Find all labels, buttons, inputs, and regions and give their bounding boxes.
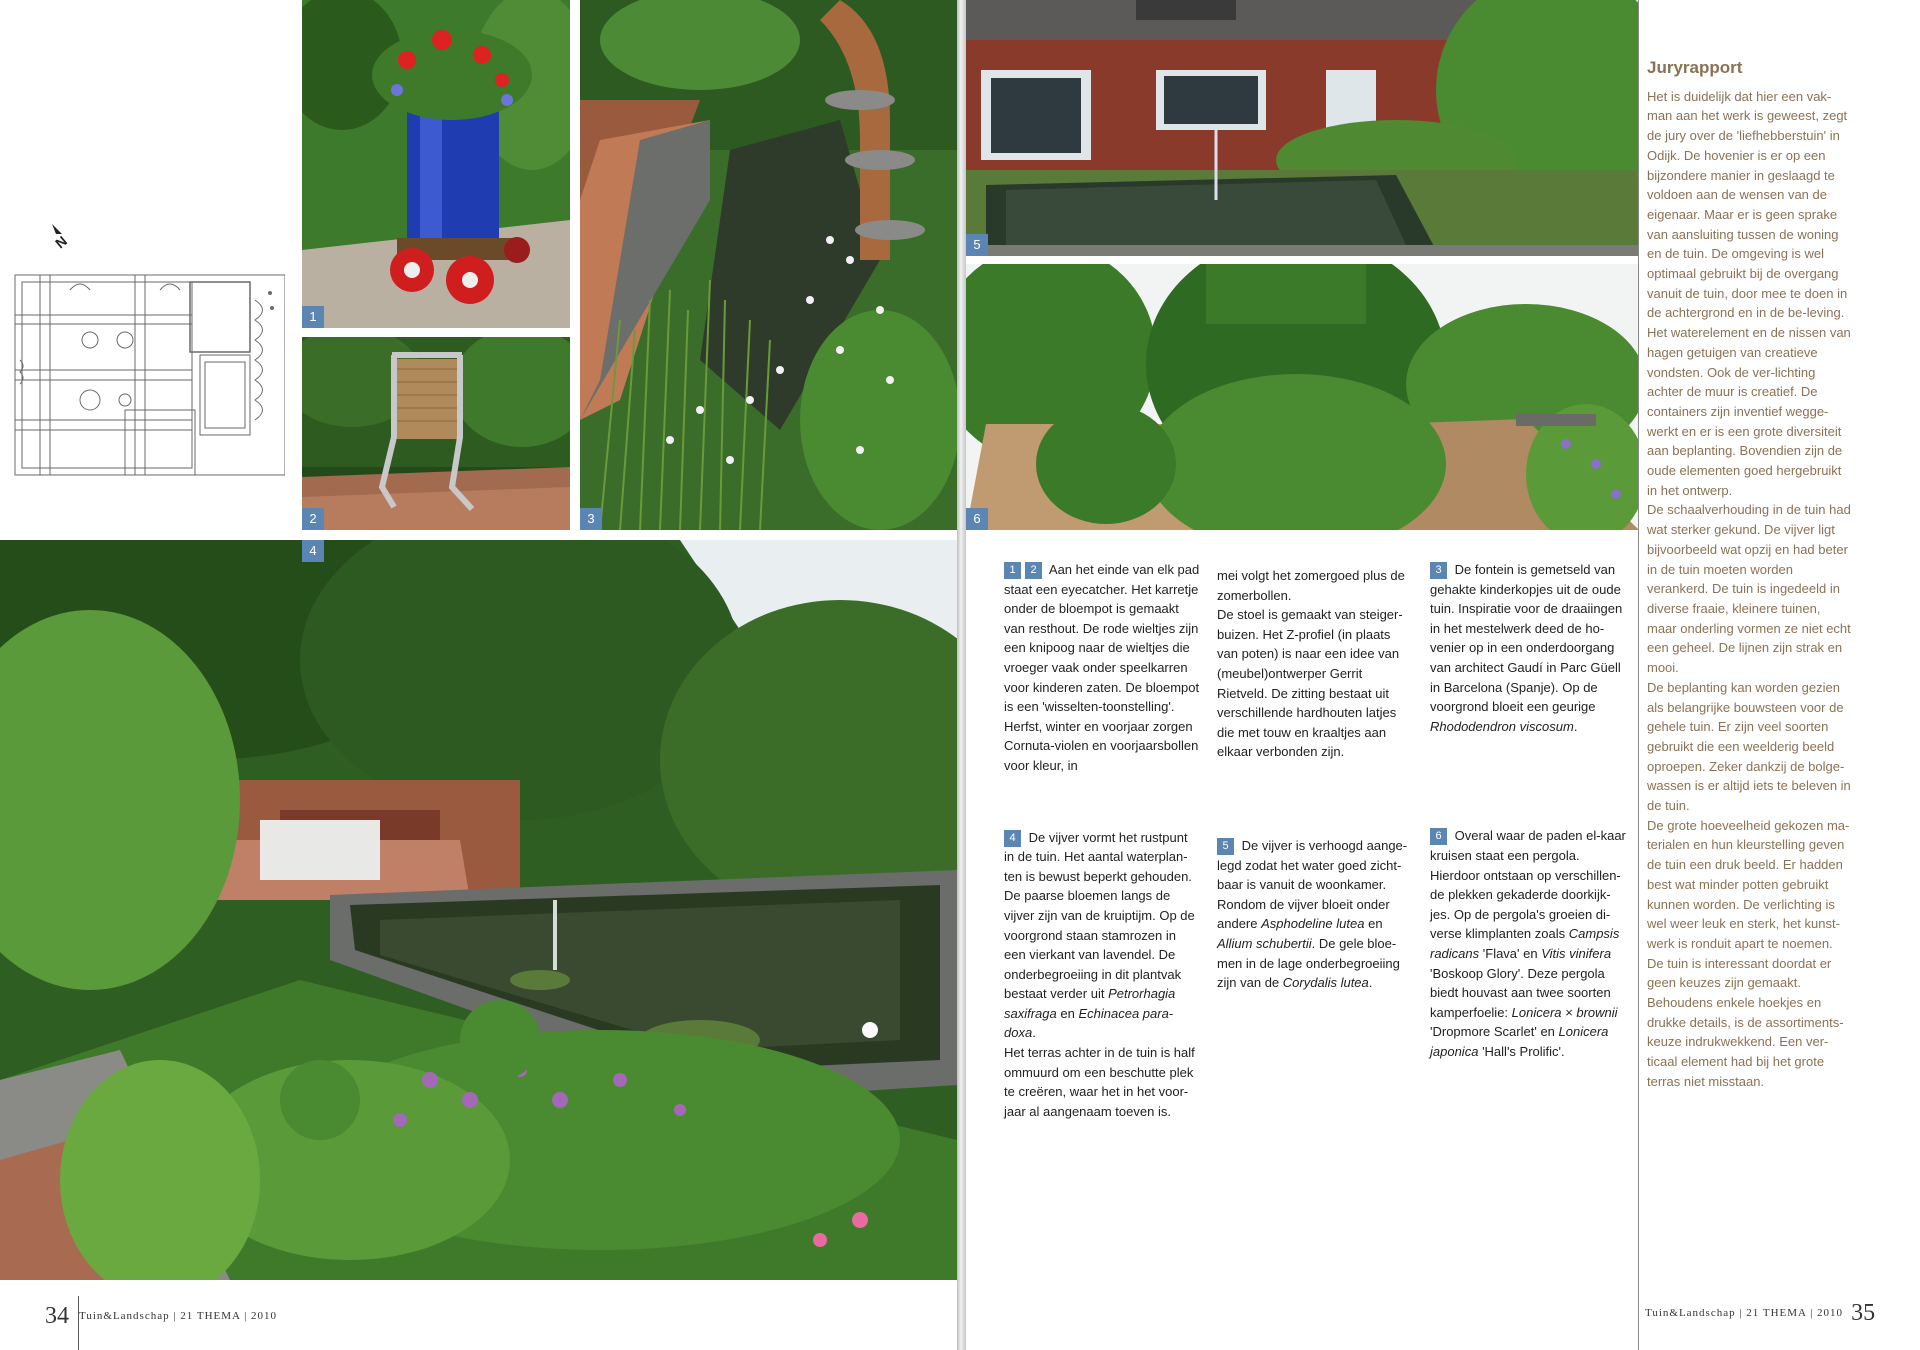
left-footer-rule [78,1296,79,1350]
caption-column-1 [1004,560,1200,1121]
caption-1-2-continued: mei volgt het zomergoed plus de zomerbollen. [1217,568,1405,603]
caption-4: 4 De vijver vormt het rustpunt in de tuin. Het aantal waterplan-ten is bewust beperkt gehouden. De paarse bloemen langs de vijver zijn van de kruiptijm. Op de voorgrond staan stamrozen in een vierkant van lavendel. De onderbegroeiing in dit plantvak bestaat verder uit Petrorhagia saxifraga en Echinacea para-doxa. [1004,829,1195,1041]
jury-paragraph: De beplanting kan worden gezien als belangrijke bouwsteen voor de gehele tuin. Er zijn veel soorten gebruikt die een weelderig beeld oproepen. Zeker dankzij de bolge-wassen is er altijd iets te beleven in de tuin. [1647,679,1851,814]
photo-5-house-pond [966,0,1639,256]
photo-3-fountain [580,0,957,530]
caption-column-2 [1217,566,1413,993]
caption-number: 4 [1004,830,1021,847]
jury-paragraph: Het is duidelijk dat hier een vak-man aan het werk is geweest, zegt de jury over de 'liefhebberstuin' in Odijk. De hovenier is er op een bijzondere manier in geslaagd te voldoen aan de wensen van de eigenaar. Maar er is geen sprake van aansluiting tussen de woning en de tuin. De omgeving is wel optimaal gebruikt bij de overgang vanuit de tuin, door mee te doen in de achtergrond en in de be-leving. Het waterelement en de nissen van hagen getuigen van creatieve vondsten. Ook de ver-lichting achter de muur is creatief. De containers zijn inventief wegge-werkt en er is een grote diversiteit aan beplanting. Bovendien zijn de oude elementen goed hergebruikt in het ontwerp. [1647,88,1851,498]
page-number: 35 [1851,1300,1876,1326]
right-footer [1645,1300,1875,1327]
garden-plan-svg [10,260,285,480]
north-label: N [52,232,71,252]
jury-report-title: Juryrapport [1647,58,1743,77]
photo-number: 6 [966,508,988,530]
photo-number: 5 [966,234,988,256]
caption-number: 3 [1430,562,1447,579]
sidebar-divider [1638,0,1639,1350]
caption-chair: De stoel is gemaakt van steiger-buizen. Het Z-profiel (in plaats van poten) is naar een idee van (meubel)ontwerper Gerrit Rietveld. De zitting bestaat uit verschillende hardhouten latjes die met touw en kraaltjes aan elkaar verbonden zijn. [1217,607,1403,760]
caption-column-3 [1430,560,1626,1061]
caption-number: 5 [1217,838,1234,855]
photo-1-flower-pot-cart [302,0,570,328]
caption-1-2-text: Aan het einde van elk pad staat een eyecatcher. Het karretje onder de bloempot is gemaakt van resthout. De rode wieltjes zijn een knipoog naar de wieltjes die vroeger vaak onder speelkarren voor kinderen zaten. De bloempot is een 'wisselten-toonstelling'. Herfst, winter en voorjaar zorgen Cornuta-violen en voorjaarsbollen voor kleur, in [1004,562,1200,773]
photo-6-pergola-path [966,264,1639,530]
page-number: 34 [45,1303,69,1329]
jury-paragraph: De schaalverhouding in de tuin had wat sterker gekund. De vijver ligt bijvoorbeeld wat opzij en had beter in de tuin moeten worden verankerd. De tuin is ingedeeld in diverse fraaie, kleinere tuinen, maar onderling vormen ze niet echt een geheel. De lijnen zijn strak en mooi. [1647,502,1851,676]
photo-number: 2 [302,508,324,530]
caption-4-terrace: Het terras achter in de tuin is half ommuurd om een beschutte plek te creëren, waar het in het voor-jaar al aangenaam toeven is. [1004,1045,1195,1119]
photo-number: 4 [302,540,324,562]
north-arrow [50,222,70,252]
caption-3: 3 De fontein is gemetseld van gehakte kinderkopjes uit de oude tuin. Inspiratie voor de draaiingen in het mestelwerk deed de ho-venier op in een onderdoorgang van architect Gaudí in Parc Güell in Barcelona (Spanje). Op de voorgrond bloeit een geurige Rhododendron viscosum. [1430,562,1623,734]
page-spine [957,0,966,1350]
caption-5: 5 De vijver is verhoogd aange-legd zodat het water goed zicht-baar is vanuit de woonkamer. Rondom de vijver bloeit onder andere Asphodeline lutea en Allium schubertii. De gele bloe-men in de lage onderbegroeiing zijn van de Corydalis lutea. [1217,837,1408,991]
caption-number: 2 [1025,562,1042,579]
photo-number: 1 [302,306,324,328]
caption-6: 6 Overal waar de paden el-kaar kruisen staat een pergola. Hierdoor ontstaan op verschillen-de plekken gekaderde doorkijk-jes. Op de pergola's groeien di-verse klimplanten zoals Campsis radicans 'Flava' en Vitis vinifera 'Boskoop Glory'. Deze pergola biedt houvast aan twee soorten kamperfoelie: Lonicera × brownii 'Dropmore Scarlet' en Lonicera japonica 'Hall's Prolific'. [1430,828,1626,1059]
photo-4-garden-pond [0,540,957,1280]
caption-number: 1 [1004,562,1021,579]
jury-report [1647,58,1852,1092]
caption-number: 6 [1430,828,1447,845]
garden-plan-drawing [10,260,285,480]
photo-2-rietveld-chair [302,337,570,530]
footer-text: Tuin&Landschap | 21 THEMA | 2010 [79,1310,278,1322]
photo-number: 3 [580,508,602,530]
left-footer [45,1303,277,1330]
footer-text: Tuin&Landschap | 21 THEMA | 2010 [1645,1307,1844,1319]
jury-paragraph: De grote hoeveelheid gekozen ma-terialen en hun kleurstelling geven de tuin een druk beeld. Er hadden best wat minder potten gebruikt kunnen worden. De verlichting is wel weer leuk en sterk, het kunst-werk is ronduit apart te noemen. De tuin is interessant doordat er geen keuzes zijn gemaakt. Behoudens enkele hoekjes en drukke details, is de assortiments-keuze indrukwekkend. Een ver-ticaal element had bij het grote terras niet misstaan. [1647,817,1850,1089]
caption-1-2 [1004,560,1200,776]
